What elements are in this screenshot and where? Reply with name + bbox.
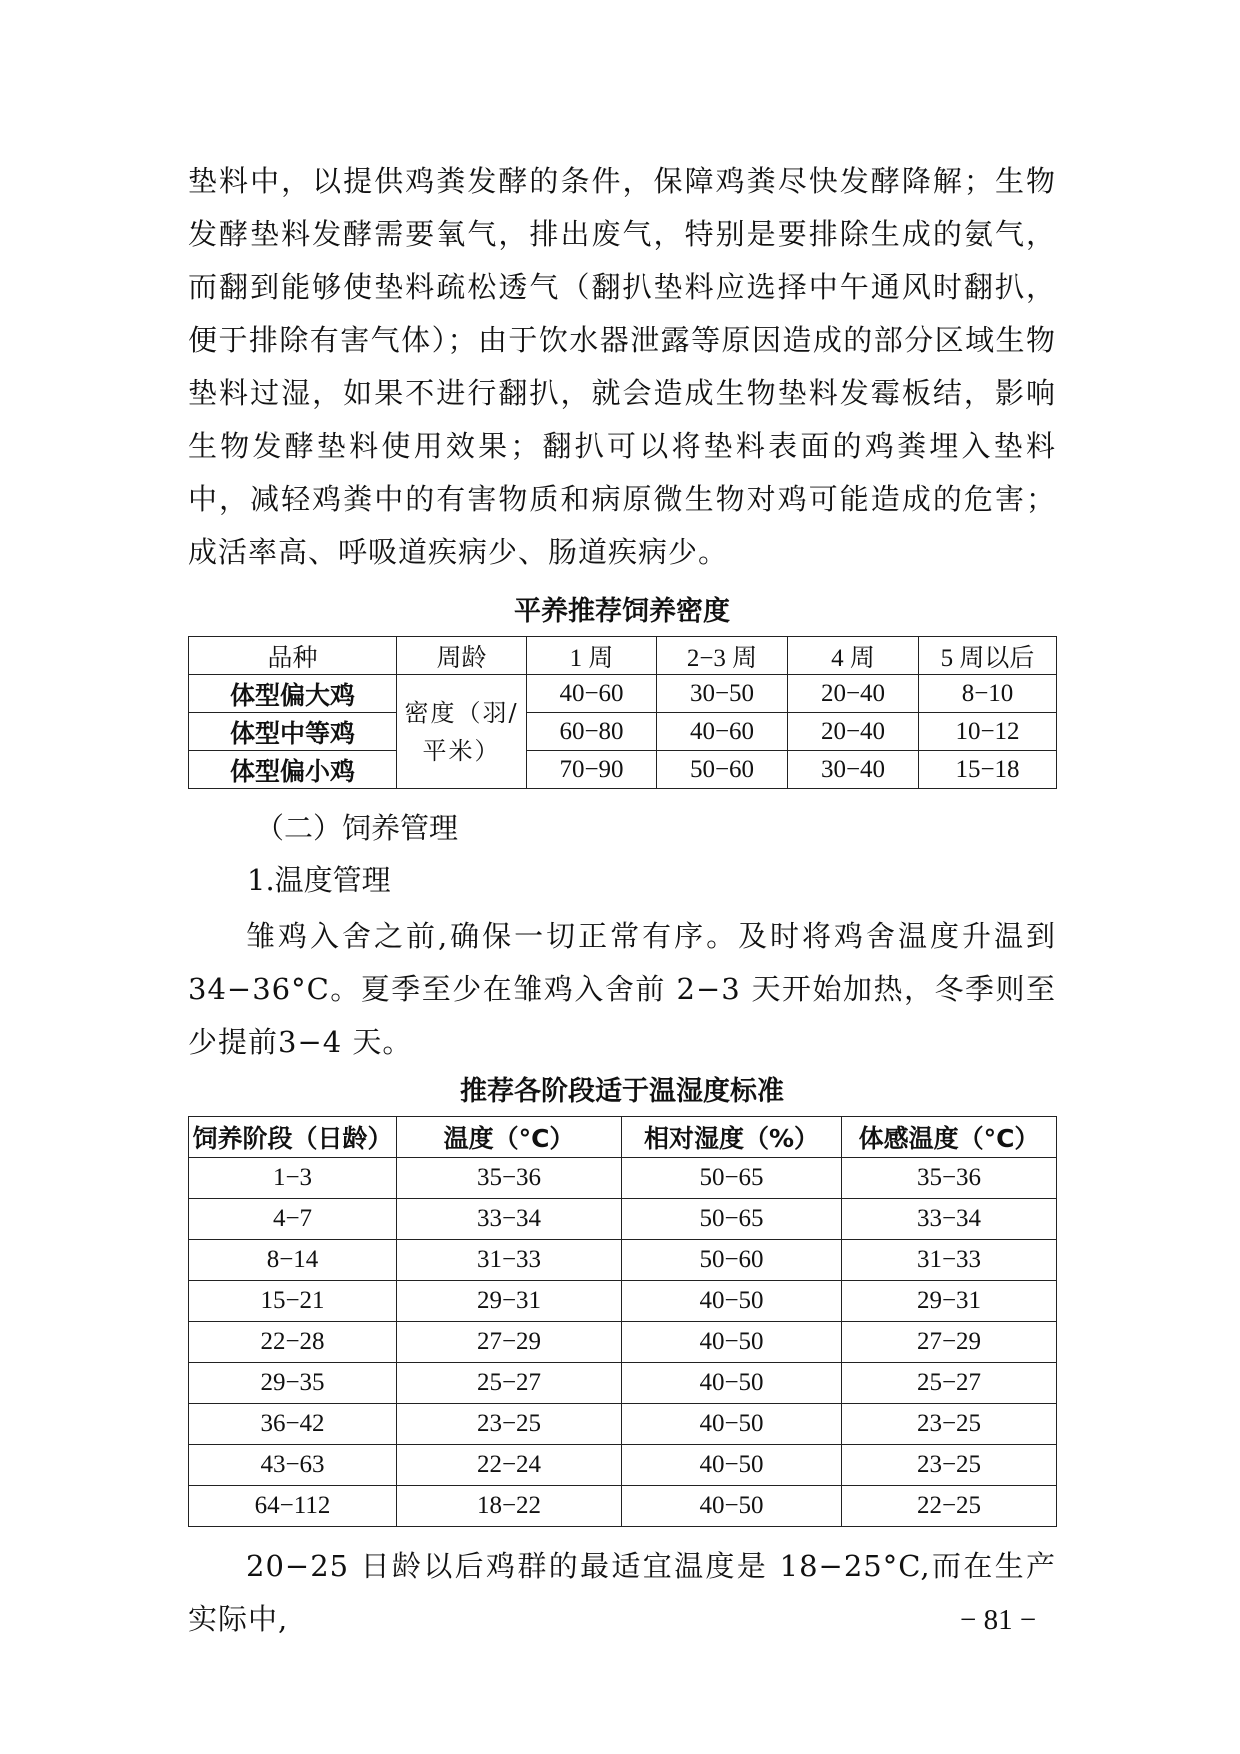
table-cell: 36−42 (189, 1404, 397, 1445)
table-cell: 8−14 (189, 1240, 397, 1281)
page-number: − 81 − (960, 1604, 1037, 1636)
table-cell: 50−65 (622, 1199, 842, 1240)
table-cell: 50−65 (622, 1158, 842, 1199)
table-cell: 70−90 (527, 751, 657, 789)
table-cell: 35−36 (397, 1158, 622, 1199)
table-row (189, 713, 1057, 751)
header-cell: 2−3 周 (657, 637, 788, 675)
table-cell: 64−112 (189, 1486, 397, 1527)
header-cell: 4 周 (788, 637, 919, 675)
section-heading: （二）饲养管理 (255, 811, 459, 845)
header-cell: 饲养阶段（日龄） (189, 1117, 397, 1158)
table-cell: 22−28 (189, 1322, 397, 1363)
table-cell: 33−34 (397, 1199, 622, 1240)
table-cell: 8−10 (919, 675, 1057, 713)
table-cell: 29−31 (842, 1281, 1057, 1322)
body-paragraph-litter: 垫料中，以提供鸡粪发酵的条件，保障鸡粪尽快发酵降解；生物发酵垫料发酵需要氧气，排出废气，特别是要排除生成的氨气，而翻到能够使垫料疏松透气（翻扒垫料应选择中午通风时翻扒，便于排除有害气体）；由于饮水器泄露等原因造成的部分区域生物垫料过湿，如果不进行翻扒，就会造成生物垫料发霉板结，影响生物发酵垫料使用效果；翻扒可以将垫料表面的鸡粪埋入垫料中，减轻鸡粪中的有害物质和病原微生物对鸡可能造成的危害；成活率高、呼吸道疾病少、肠道疾病少。 (188, 164, 1056, 569)
table-cell: 40−50 (622, 1322, 842, 1363)
table-cell: 20−40 (788, 713, 919, 751)
table-cell: 50−60 (657, 751, 788, 789)
table-cell: 33−34 (842, 1199, 1057, 1240)
table-cell: 29−31 (397, 1281, 622, 1322)
table-row (189, 1158, 1057, 1199)
table-cell: 40−60 (527, 675, 657, 713)
breed-cell: 体型偏大鸡 (189, 675, 397, 713)
table-cell: 40−50 (622, 1363, 842, 1404)
header-cell: 5 周以后 (919, 637, 1057, 675)
header-cell: 周龄 (397, 637, 527, 675)
table-cell: 30−40 (788, 751, 919, 789)
table-row (189, 1486, 1057, 1527)
table-row (189, 1445, 1057, 1486)
table-cell: 23−25 (397, 1404, 622, 1445)
table-cell: 31−33 (842, 1240, 1057, 1281)
breed-cell: 体型偏小鸡 (189, 751, 397, 789)
table-cell: 43−63 (189, 1445, 397, 1486)
table-row (189, 1240, 1057, 1281)
table-header-row (189, 1117, 1057, 1158)
table-cell: 20−40 (788, 675, 919, 713)
table-cell: 15−21 (189, 1281, 397, 1322)
table-cell: 31−33 (397, 1240, 622, 1281)
header-cell: 1 周 (527, 637, 657, 675)
table-cell: 4−7 (189, 1199, 397, 1240)
table-cell: 1−3 (189, 1158, 397, 1199)
table-cell: 25−27 (842, 1363, 1057, 1404)
body-paragraph-temperature: 雏鸡入舍之前,确保一切正常有序。及时将鸡舍温度升温到34−36°C。夏季至少在雏鸡入舍前 2−3 天开始加热，冬季则至少提前3−4 天。 (188, 919, 1056, 1059)
table-row (189, 1199, 1057, 1240)
sub-heading: 1.温度管理 (247, 863, 391, 897)
table-cell: 40−50 (622, 1281, 842, 1322)
table-cell: 40−50 (622, 1404, 842, 1445)
table-cell: 40−60 (657, 713, 788, 751)
breed-cell: 体型中等鸡 (189, 713, 397, 751)
table-cell: 30−50 (657, 675, 788, 713)
table-cell: 50−60 (622, 1240, 842, 1281)
temp-humidity-table (188, 1116, 1057, 1527)
table-cell: 27−29 (842, 1322, 1057, 1363)
header-cell: 相对湿度（%） (622, 1117, 842, 1158)
body-paragraph-optimal-temperature: 20−25 日龄以后鸡群的最适宜温度是 18−25°C,而在生产实际中, (188, 1549, 1056, 1636)
table-cell: 60−80 (527, 713, 657, 751)
table-cell: 27−29 (397, 1322, 622, 1363)
table-row (189, 1322, 1057, 1363)
stocking-density-table (188, 636, 1057, 789)
table-cell: 10−12 (919, 713, 1057, 751)
table-cell: 23−25 (842, 1445, 1057, 1486)
density-table-title: 平养推荐饲养密度 (514, 596, 730, 627)
table-cell: 22−25 (842, 1486, 1057, 1527)
header-cell: 体感温度（°C） (842, 1117, 1057, 1158)
header-cell: 品种 (189, 637, 397, 675)
header-cell: 温度（°C） (397, 1117, 622, 1158)
table-cell: 35−36 (842, 1158, 1057, 1199)
table-cell: 25−27 (397, 1363, 622, 1404)
table-row (189, 1281, 1057, 1322)
table-cell: 29−35 (189, 1363, 397, 1404)
table-row (189, 751, 1057, 789)
table-cell: 22−24 (397, 1445, 622, 1486)
table-row (189, 675, 1057, 713)
table-cell: 40−50 (622, 1486, 842, 1527)
table-row (189, 1404, 1057, 1445)
table-cell: 23−25 (842, 1404, 1057, 1445)
table-header-row (189, 637, 1057, 675)
temp-humidity-table-title: 推荐各阶段适于温湿度标准 (460, 1076, 784, 1107)
table-cell: 40−50 (622, 1445, 842, 1486)
table-cell: 18−22 (397, 1486, 622, 1527)
table-row (189, 1363, 1057, 1404)
table-cell: 15−18 (919, 751, 1057, 789)
density-unit-cell: 密度（羽/平米） (397, 675, 527, 789)
